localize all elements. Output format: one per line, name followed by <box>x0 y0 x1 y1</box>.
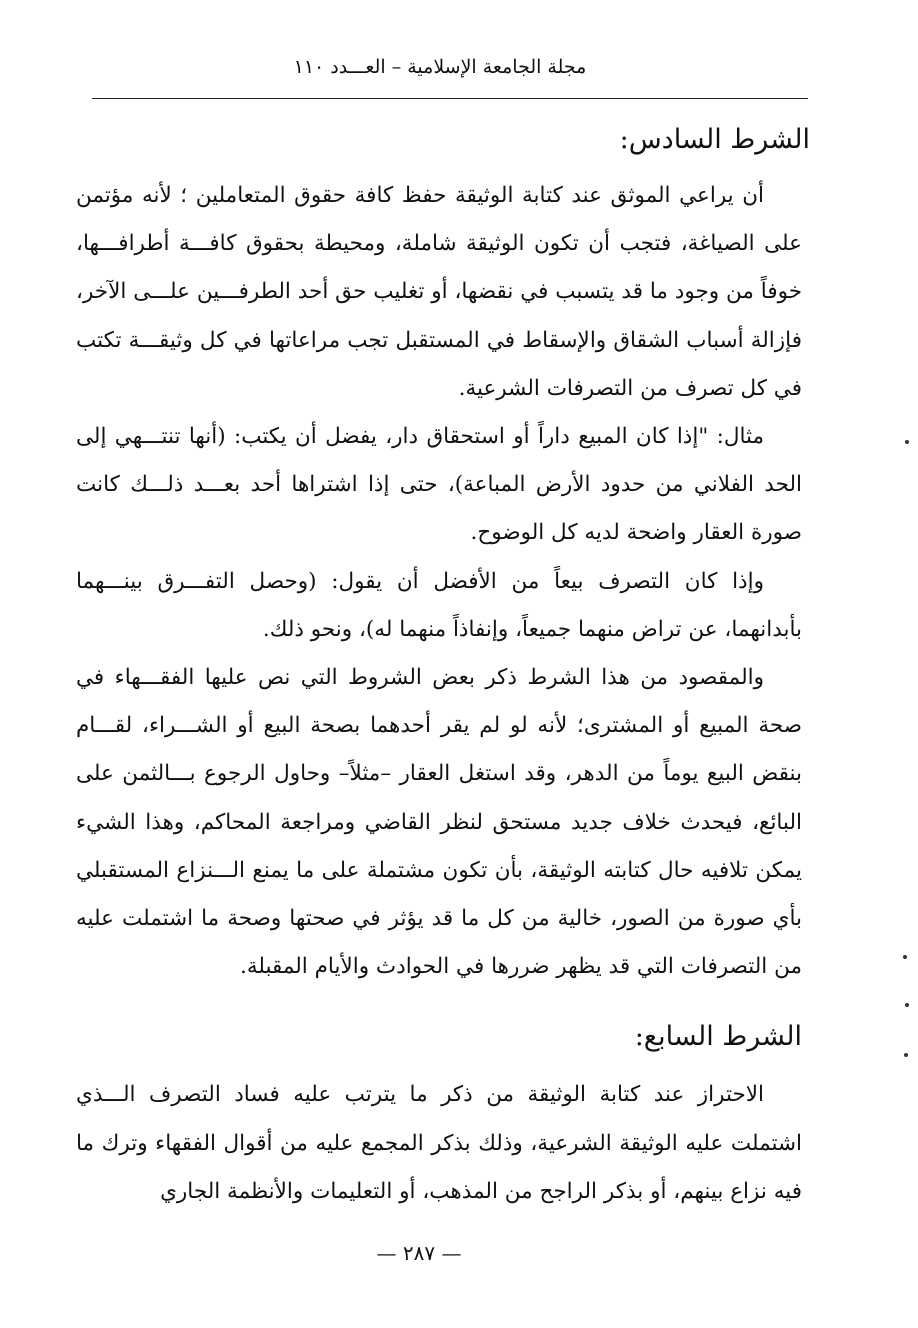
margin-speck <box>905 440 909 444</box>
margin-speck <box>905 1003 909 1007</box>
paragraph: وإذا كان التصرف بيعاً من الأفضل أن يقول: (وحصل التفـــرق بينـــهما بأبدانهما، عن تراض منهما جميعاً، وإنفاذاً منهما له)، ونحو ذلك. <box>76 568 802 642</box>
margin-speck <box>903 955 907 959</box>
section-heading-sixth-condition: الشرط السادس: <box>619 124 810 155</box>
paragraph: والمقصود من هذا الشرط ذكر بعض الشروط التي نص عليها الفقـــهاء في صحة المبيع أو المشترى؛ لأنه لو لم يقر أحدهما بصحة البيع أو الشـــراء، لقـــام بنقض البيع يوماً من الدهر، وقد استغل العقار –مثلاً– وحاول الرجوع بـــالثمن على البائع، فيحدث خلاف جديد مستحق لنظر القاضي ومراجعة المحاكم، وهذا الشيء يمكن تلافيه حال كتابته الوثيقة، بأن تكون مشتملة على ما يمنع الـــنزاع المستقبلي بأي صورة من الصور، خالية من كل ما قد يؤثر في صحتها وصحة ما اشتملت عليه من التصرفات التي قد يظهر ضررها في الحوادث والأيام المقبلة. <box>76 665 802 980</box>
margin-speck <box>904 1053 908 1057</box>
page-number: — ٢٨٧ — <box>376 1241 462 1265</box>
paragraph-example: مثال: "إذا كان المبيع داراً أو استحقاق دار، يفضل أن يكتب: (أنها تنتـــهي إلى الحد الفلاني من حدود الأرض المباعة)، حتى إذا اشتراها أحد بعـــد ذلـــك كانت صورة العقار واضحة لديه كل الوضوح. <box>76 424 802 546</box>
section-heading-seventh-condition: الشرط السابع: <box>634 1021 802 1053</box>
running-header: مجلة الجامعة الإسلامية – العـــدد ١١٠ <box>293 56 587 78</box>
paragraph: أن يراعي الموثق عند كتابة الوثيقة حفظ كافة حقوق المتعاملين ؛ لأنه مؤتمن على الصياغة، فتجب أن تكون الوثيقة شاملة، ومحيطة بحقوق كافـــة أطرافـــها، خوفاً من وجود ما قد يتسبب في نقضها، أو تغليب حق أحد الطرفـــين علـــى الآخر، فإزالة أسباب الشقاق والإسقاط في المستقبل تجب مراعاتها في كل وثيقـــة تكتب في كل تصرف من التصرفات الشرعية. <box>76 183 802 401</box>
spacer <box>76 1059 802 1071</box>
spacer <box>76 162 802 172</box>
header-divider <box>92 98 808 99</box>
spacer <box>76 991 802 1015</box>
paragraph: الاحتراز عند كتابة الوثيقة من ذكر ما يترتب عليه فساد التصرف الـــذي اشتملت عليه الوثيقة الشرعية، وذلك بذكر المجمع عليه من أقوال الفقهاء وترك ما فيه نزاع بينهم، أو بذكر الراجح من المذهب، أو التعليمات والأنظمة الجاري <box>76 1082 802 1204</box>
page-body <box>76 118 810 1216</box>
